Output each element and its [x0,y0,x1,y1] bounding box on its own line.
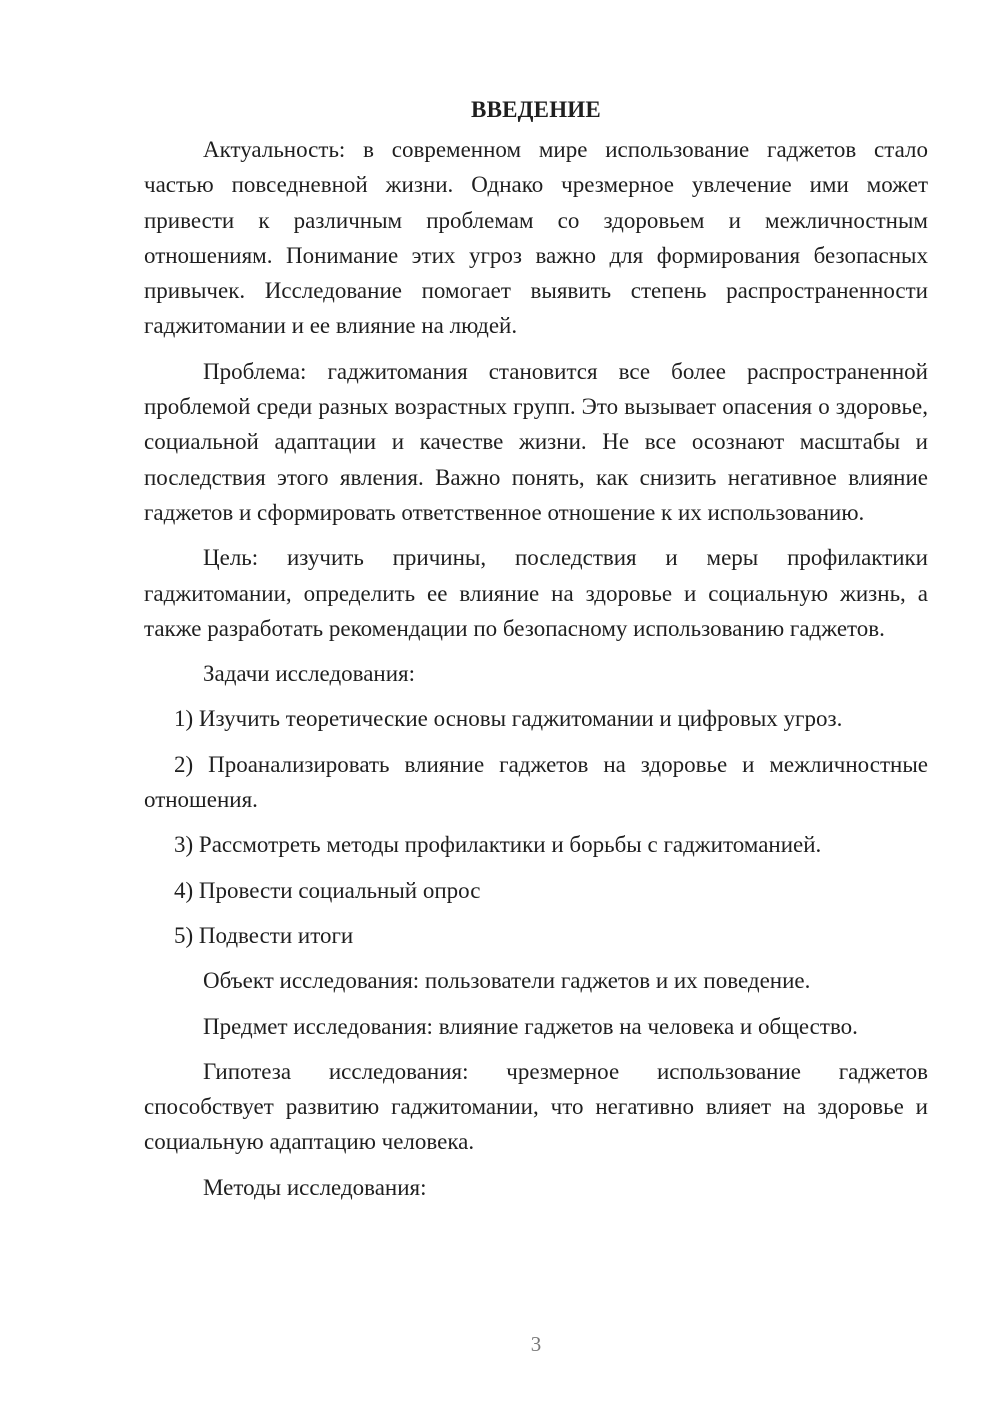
relevance-paragraph: Актуальность: в современном мире использование гаджетов стало частью повседневной жизни. Однако чрезмерное увлечение ими может привести к различным проблемам со здоровьем и межличностным отношениям. Понимание этих угроз важно для формирования безопасных привычек. Исследование помогает выявить степень распространенности гаджитомании и ее влияние на людей. [144,137,928,339]
page-heading: ВВЕДЕНИЕ [471,97,601,122]
object-paragraph: Объект исследования: пользователи гаджетов и их поведение. [203,968,811,994]
task-item-4: 4) Провести социальный опрос [174,877,481,903]
tasks-heading: Задачи исследования: [203,661,416,687]
page-number: 3 [530,1332,542,1356]
task-item-3: 3) Рассмотреть методы профилактики и борьбы с гаджитоманией. [174,832,822,858]
task-item-1: 1) Изучить теоретические основы гаджитомании и цифровых угроз. [174,706,843,732]
goal-paragraph: Цель: изучить причины, последствия и меры профилактики гаджитомании, определить ее влияние на здоровье и социальную жизнь, а также разработать рекомендации по безопасному использованию гаджетов. [144,545,928,641]
task-item-2: 2) Проанализировать влияние гаджетов на здоровье и межличностные отношения. [144,751,928,813]
methods-paragraph: Методы исследования: [203,1174,427,1200]
hypothesis-paragraph: Гипотеза исследования: чрезмерное использование гаджетов способствует развитию гаджитомании, что негативно влияет на здоровье и социальную адаптацию человека. [144,1058,928,1155]
problem-paragraph: Проблема: гаджитомания становится все более распространенной проблемой среди разных возрастных групп. Это вызывает опасения о здоровье, социальной адаптации и качестве жизни. Не все осознают масштабы и последствия этого явления. Важно понять, как снизить негативное влияние гаджетов и сформировать ответственное отношение к их использованию. [144,358,928,525]
page-content [144,92,928,1205]
task-item-5: 5) Подвести итоги [174,922,354,948]
subject-paragraph: Предмет исследования: влияние гаджетов на человека и общество. [203,1013,858,1039]
